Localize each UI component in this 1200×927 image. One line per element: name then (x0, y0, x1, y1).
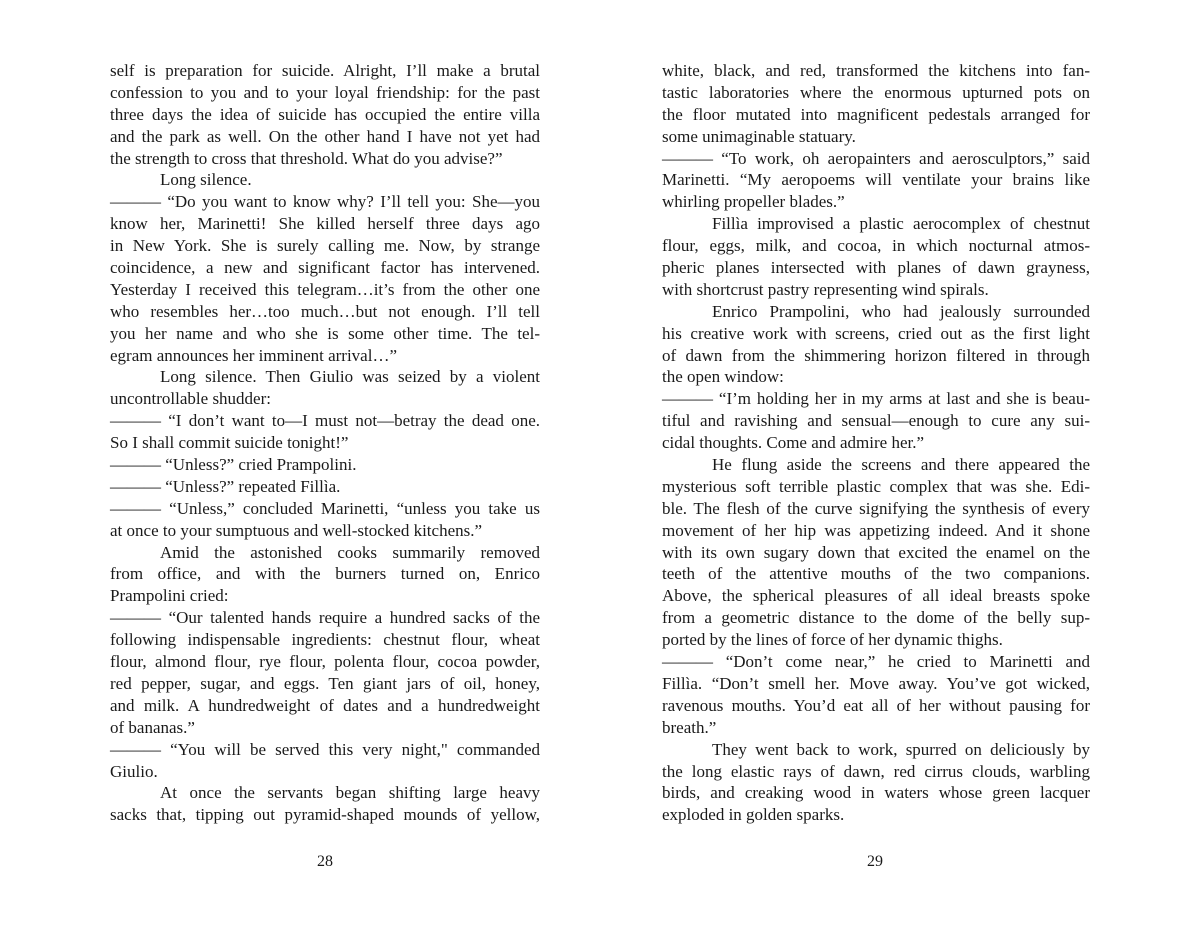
text-line: tastic laboratories where the enormous upturned pots on (662, 82, 1090, 102)
text-line: his creative work with screens, cried out as the first light (662, 323, 1090, 343)
text-line: pheric planes intersected with planes of dawn grayness, (662, 258, 1090, 278)
text-line: cidal thoughts. Come and admire her.” (662, 433, 925, 453)
text-line: ported by the lines of force of her dynamic thighs. (662, 630, 1003, 650)
text-line: birds, and creaking wood in waters whose green lacquer (662, 783, 1090, 803)
text-line: Fillìa. “Don’t smell her. Move away. You’ve got wicked, (662, 673, 1090, 693)
text-line: know her, Marinetti! She killed herself three days ago (110, 214, 540, 234)
text-line: teeth of the attentive mouths of the two companions. (662, 564, 1090, 584)
text-line: the open window: (662, 367, 784, 387)
text-line: flour, eggs, milk, and cocoa, in which nocturnal atmos- (662, 236, 1090, 256)
text-line: ——— “I don’t want to—I must not—betray the dead one. (110, 411, 540, 431)
text-line: you her name and who she is some other time. The tel- (110, 323, 540, 343)
text-line: the floor mutated into magnificent pedestals arranged for (662, 104, 1090, 124)
text-line: Marinetti. “My aeropoems will ventilate your brains like (662, 170, 1090, 190)
text-line: from a geometric distance to the dome of the belly sup- (662, 608, 1090, 628)
text-line: ble. The flesh of the curve signifying the synthesis of every (662, 498, 1090, 518)
text-line: self is preparation for suicide. Alright, I’ll make a brutal (110, 61, 540, 80)
text-line: Above, the spherical pleasures of all ideal breasts spoke (662, 586, 1090, 606)
text-line: Enrico Prampolini, who had jealously surrounded (712, 301, 1090, 321)
text-line: ——— “You will be served this very night," commanded (110, 739, 540, 759)
text-line: whirling propeller blades.” (662, 192, 845, 212)
text-line: ——— “I’m holding her in my arms at last and she is beau- (662, 389, 1090, 409)
text-line: and the park as well. On the other hand I have not yet had (110, 126, 540, 146)
text-line: three days the idea of suicide has occupied the entire villa (110, 104, 540, 124)
text-line: ——— “Our talented hands require a hundred sacks of the (110, 608, 540, 628)
text-line: uncontrollable shudder: (110, 389, 271, 409)
text-line: the long elastic rays of dawn, red cirrus clouds, warbling (662, 761, 1090, 781)
text-line: mysterious soft terrible plastic complex that was she. Edi- (662, 476, 1090, 496)
right-page-body (662, 60, 1090, 826)
text-line: They went back to work, spurred on deliciously by (712, 739, 1090, 759)
text-line: ——— “To work, oh aeropainters and aerosculptors,” said (662, 148, 1090, 168)
text-line: He flung aside the screens and there appeared the (712, 455, 1090, 475)
text-line: egram announces her imminent arrival…” (110, 345, 397, 365)
text-line: confession to you and to your loyal friendship: for the past (110, 82, 540, 102)
text-line: at once to your sumptuous and well-stocked kitchens.” (110, 520, 483, 540)
text-line: who resembles her…too much…but not enough. I’ll tell (110, 301, 540, 321)
right-page-number: 29 (867, 853, 883, 870)
text-line: ——— “Don’t come near,” he cried to Marinetti and (662, 652, 1090, 672)
text-line: At once the servants began shifting large heavy (160, 783, 540, 803)
text-line: movement of her hip was appetizing indeed. And it shone (662, 520, 1090, 540)
text-line: coincidence, a new and significant factor has intervened. (110, 258, 540, 278)
text-line: tiful and ravishing and sensual—enough to cure any sui- (662, 411, 1090, 431)
text-line: exploded in golden sparks. (662, 805, 845, 825)
text-line: the strength to cross that threshold. What do you advise?” (110, 148, 503, 168)
text-line: from office, and with the burners turned on, Enrico (110, 564, 540, 584)
text-line: Long silence. (160, 170, 252, 190)
text-line: white, black, and red, transformed the kitchens into fan- (662, 61, 1090, 80)
text-line: breath.” (662, 717, 717, 737)
text-line: red pepper, sugar, and eggs. Ten giant jars of oil, honey, (110, 673, 540, 693)
text-line: Giulio. (110, 761, 158, 781)
left-page-body (110, 60, 540, 826)
text-line: of bananas.” (110, 717, 195, 737)
text-line: Prampolini cried: (110, 586, 229, 606)
text-line: ——— “Unless?” cried Prampolini. (110, 455, 357, 475)
text-line: some unimaginable statuary. (662, 126, 856, 146)
text-line: of dawn from the shimmering horizon filtered in through (662, 345, 1090, 365)
text-line: ——— “Unless,” concluded Marinetti, “unless you take us (110, 498, 540, 518)
text-line: sacks that, tipping out pyramid-shaped mounds of yellow, (110, 805, 540, 825)
text-line: and milk. A hundredweight of dates and a hundredweight (110, 695, 540, 715)
text-line: flour, almond flour, rye flour, polenta flour, cocoa powder, (110, 652, 540, 672)
text-line: ravenous mouths. You’d eat all of her without pausing for (662, 695, 1090, 715)
text-line: Amid the astonished cooks summarily removed (160, 542, 540, 562)
text-line: So I shall commit suicide tonight!” (110, 433, 349, 453)
text-line: Fillìa improvised a plastic aerocomplex of chestnut (712, 214, 1090, 234)
text-line: Yesterday I received this telegram…it’s from the other one (110, 279, 540, 299)
text-line: ——— “Unless?” repeated Fillìa. (110, 476, 341, 496)
text-line: ——— “Do you want to know why? I’ll tell you: She—you (110, 192, 540, 212)
text-line: with its own sugary down that excited the enamel on the (662, 542, 1090, 562)
text-line: in New York. She is surely calling me. Now, by strange (110, 236, 540, 256)
text-line: with shortcrust pastry representing wind spirals. (662, 279, 989, 299)
text-line: Long silence. Then Giulio was seized by a violent (160, 367, 540, 387)
left-page-number: 28 (317, 853, 333, 870)
text-line: following indispensable ingredients: chestnut flour, wheat (110, 630, 540, 650)
